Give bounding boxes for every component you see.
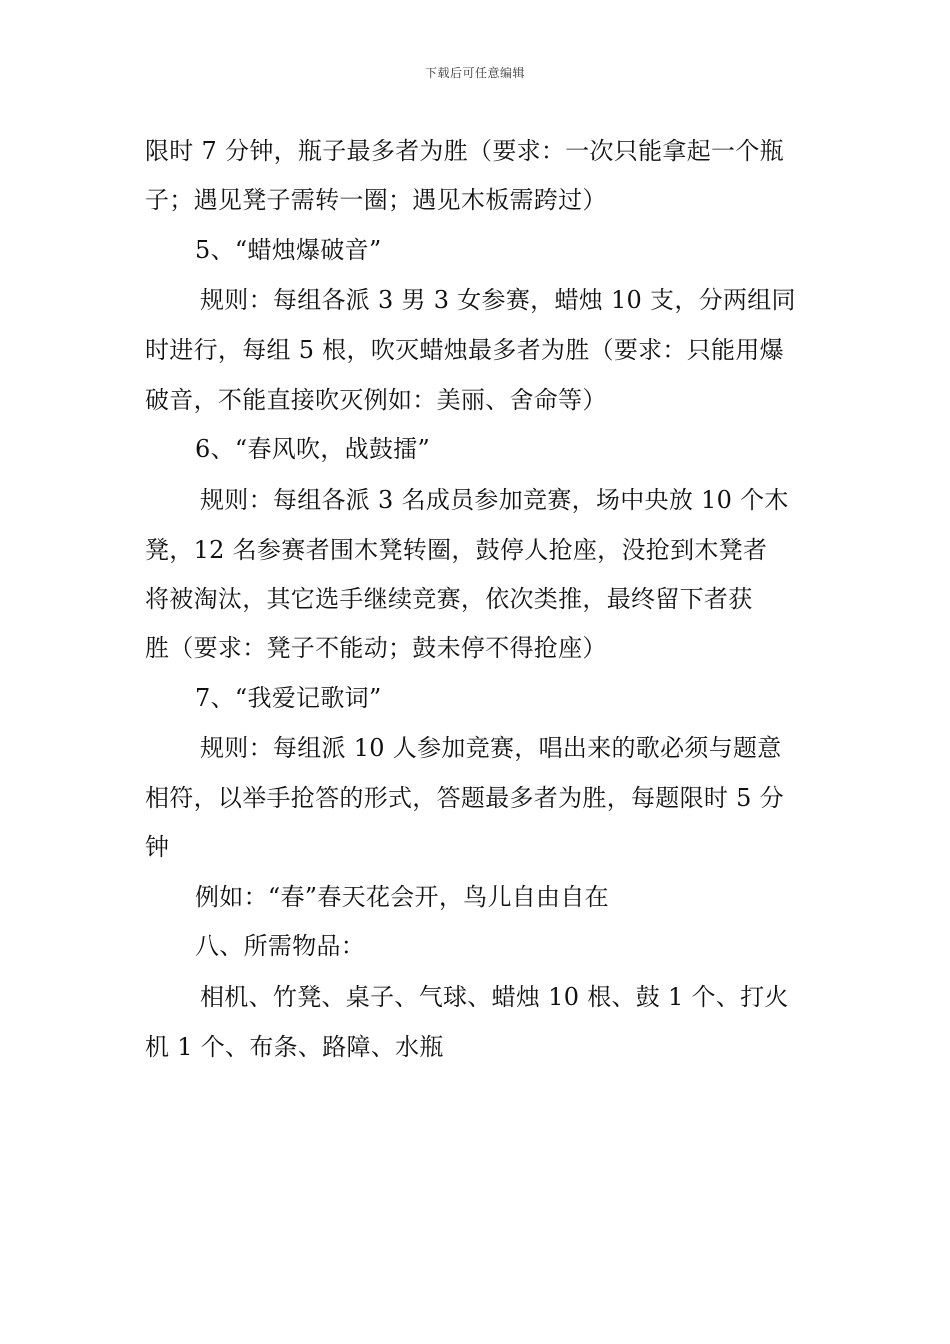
text-line: 例如：“春”春天花会开，鸟儿自由自在 [195,883,609,911]
text-line: 将被淘汰，其它选手继续竞赛，依次类推，最终留下者获 [145,585,753,613]
text-line: 机 1 个、布条、路障、水瓶 [145,1033,444,1061]
text-line: 凳，12 名参赛者围木凳转圈，鼓停人抢座，没抢到木凳者 [145,536,768,564]
text-line: 破音，不能直接吹灭例如：美丽、舍命等） [145,386,607,414]
text-line: 时进行，每组 5 根，吹灭蜡烛最多者为胜（要求：只能用爆 [145,336,784,364]
section-heading: 八、所需物品： [195,932,366,960]
text-line: 子；遇见凳子需转一圈；遇见木板需跨过） [145,186,607,214]
text-line: 规则：每组派 10 人参加竞赛，唱出来的歌必须与题意 [200,734,782,762]
text-line: 胜（要求：凳子不能动；鼓未停不得抢座） [145,634,607,662]
section-heading: 6、“春风吹，战鼓擂” [195,435,431,463]
text-line: 钟 [145,833,170,861]
section-heading: 7、“我爱记歌词” [195,684,382,712]
section-heading: 5、“蜡烛爆破音” [195,236,382,264]
text-line: 相机、竹凳、桌子、气球、蜡烛 10 根、鼓 1 个、打火 [200,983,789,1011]
text-line: 相符，以举手抢答的形式，答题最多者为胜，每题限时 5 分 [145,784,784,812]
text-line: 限时 7 分钟，瓶子最多者为胜（要求：一次只能拿起一个瓶 [145,137,784,165]
text-line: 规则：每组各派 3 男 3 女参赛，蜡烛 10 支，分两组同 [200,286,796,314]
page-header: 下载后可任意编辑 [424,66,525,80]
text-line: 规则：每组各派 3 名成员参加竞赛，场中央放 10 个木 [200,486,789,514]
